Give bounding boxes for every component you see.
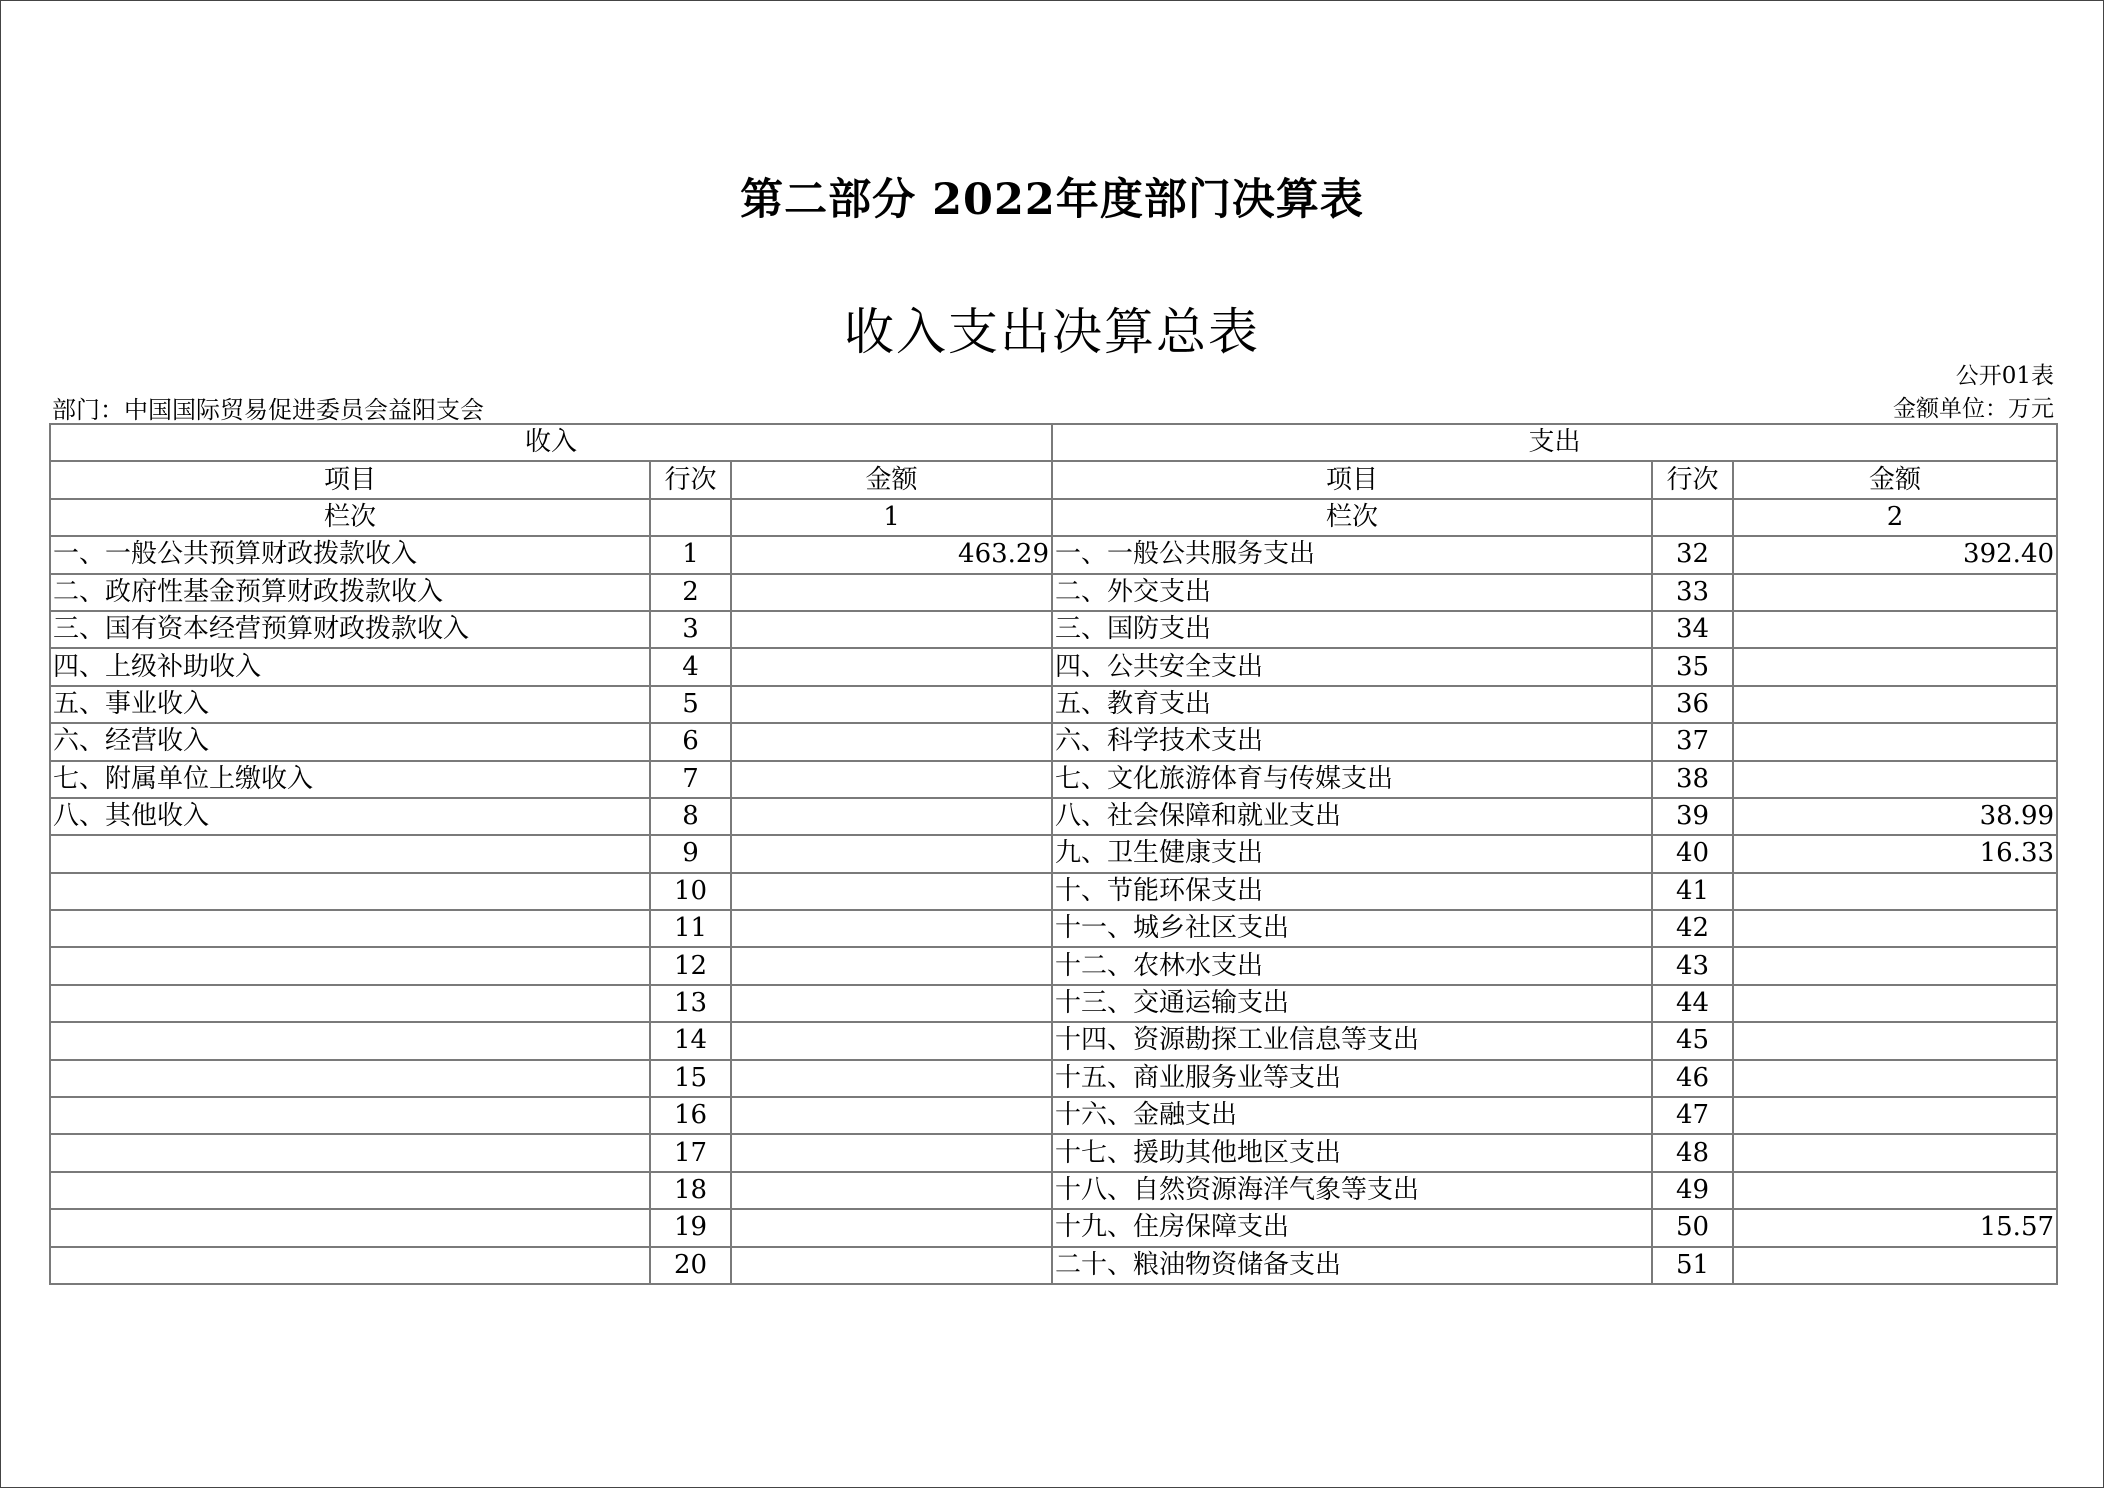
income-amount-cell xyxy=(731,1247,1052,1284)
expense-amount-cell xyxy=(1733,1247,2057,1284)
income-line-header: 行次 xyxy=(650,461,731,498)
expense-line-cell: 33 xyxy=(1652,574,1733,611)
income-item-cell: 三、国有资本经营预算财政拨款收入 xyxy=(50,611,650,648)
table-row xyxy=(50,985,2057,1022)
income-amount-cell xyxy=(731,873,1052,910)
income-line-cell: 9 xyxy=(650,835,731,872)
expense-item-cell: 八、社会保障和就业支出 xyxy=(1052,798,1652,835)
department-line xyxy=(52,390,484,425)
income-item-cell xyxy=(50,1172,650,1209)
expense-item-cell: 十八、自然资源海洋气象等支出 xyxy=(1052,1172,1652,1209)
income-line-cell: 14 xyxy=(650,1022,731,1059)
expense-line-cell: 32 xyxy=(1652,536,1733,573)
income-amount-cell xyxy=(731,761,1052,798)
expense-amount-cell xyxy=(1733,1097,2057,1134)
page-title: 第二部分 2022年度部门决算表 xyxy=(740,175,1364,225)
income-line-cell: 20 xyxy=(650,1247,731,1284)
income-amount-cell xyxy=(731,1060,1052,1097)
table-row xyxy=(50,1022,2057,1059)
income-item-cell: 八、其他收入 xyxy=(50,798,650,835)
income-line-cell: 5 xyxy=(650,686,731,723)
expense-item-cell: 十二、农林水支出 xyxy=(1052,947,1652,984)
income-line-cell: 16 xyxy=(650,1097,731,1134)
table-row xyxy=(50,761,2057,798)
income-line-cell: 8 xyxy=(650,798,731,835)
expense-amount-header: 金额 xyxy=(1733,461,2057,498)
expense-item-cell: 四、公共安全支出 xyxy=(1052,648,1652,685)
income-amount-cell xyxy=(731,1097,1052,1134)
income-amount-cell: 463.29 xyxy=(731,536,1052,573)
column-index-row xyxy=(50,499,2057,536)
income-item-cell xyxy=(50,910,650,947)
expense-item-cell: 九、卫生健康支出 xyxy=(1052,835,1652,872)
income-item-cell xyxy=(50,873,650,910)
table-row xyxy=(50,873,2057,910)
expense-line-cell: 47 xyxy=(1652,1097,1733,1134)
expense-amount-cell xyxy=(1733,723,2057,760)
expense-item-cell: 十七、援助其他地区支出 xyxy=(1052,1134,1652,1171)
income-amount-cell xyxy=(731,686,1052,723)
income-line-cell: 12 xyxy=(650,947,731,984)
expense-amount-cell: 16.33 xyxy=(1733,835,2057,872)
income-item-cell xyxy=(50,1209,650,1246)
table-title: 收入支出决算总表 xyxy=(844,303,1260,361)
income-amount-cell xyxy=(731,1022,1052,1059)
unit-label: 金额单位：万元 xyxy=(1893,396,2054,422)
expense-item-cell: 十一、城乡社区支出 xyxy=(1052,910,1652,947)
expense-amount-cell xyxy=(1733,1134,2057,1171)
table-row xyxy=(50,1134,2057,1171)
expense-item-cell: 二十、粮油物资储备支出 xyxy=(1052,1247,1652,1284)
expense-item-cell: 七、文化旅游体育与传媒支出 xyxy=(1052,761,1652,798)
column-header-row xyxy=(50,461,2057,498)
expense-item-header: 项目 xyxy=(1052,461,1652,498)
table-row xyxy=(50,686,2057,723)
expense-item-cell: 十四、资源勘探工业信息等支出 xyxy=(1052,1022,1652,1059)
expense-index-line xyxy=(1652,499,1733,536)
income-amount-cell xyxy=(731,947,1052,984)
income-line-cell: 18 xyxy=(650,1172,731,1209)
income-line-cell: 17 xyxy=(650,1134,731,1171)
income-line-cell: 13 xyxy=(650,985,731,1022)
income-line-cell: 6 xyxy=(650,723,731,760)
expense-line-cell: 49 xyxy=(1652,1172,1733,1209)
table-row xyxy=(50,835,2057,872)
expense-item-cell: 十六、金融支出 xyxy=(1052,1097,1652,1134)
expense-item-cell: 五、教育支出 xyxy=(1052,686,1652,723)
expense-item-cell: 三、国防支出 xyxy=(1052,611,1652,648)
expense-amount-cell xyxy=(1733,686,2057,723)
income-index-line xyxy=(650,499,731,536)
table-row xyxy=(50,611,2057,648)
income-header: 收入 xyxy=(50,424,1052,461)
income-item-cell xyxy=(50,1247,650,1284)
income-item-cell: 六、经营收入 xyxy=(50,723,650,760)
income-amount-cell xyxy=(731,1172,1052,1209)
expense-line-cell: 42 xyxy=(1652,910,1733,947)
income-item-cell: 五、事业收入 xyxy=(50,686,650,723)
expense-amount-cell: 15.57 xyxy=(1733,1209,2057,1246)
income-item-cell xyxy=(50,1097,650,1134)
expense-line-cell: 51 xyxy=(1652,1247,1733,1284)
table-row xyxy=(50,1247,2057,1284)
expense-line-cell: 48 xyxy=(1652,1134,1733,1171)
expense-index-number: 2 xyxy=(1733,499,2057,536)
expense-item-cell: 十、节能环保支出 xyxy=(1052,873,1652,910)
table-row xyxy=(50,648,2057,685)
department-label: 部门： xyxy=(52,396,124,424)
income-item-cell xyxy=(50,835,650,872)
income-item-cell xyxy=(50,1060,650,1097)
expense-amount-cell xyxy=(1733,985,2057,1022)
income-item-cell: 七、附属单位上缴收入 xyxy=(50,761,650,798)
table-row xyxy=(50,536,2057,573)
expense-line-cell: 34 xyxy=(1652,611,1733,648)
income-item-cell xyxy=(50,1022,650,1059)
income-index-label: 栏次 xyxy=(50,499,650,536)
table-row xyxy=(50,947,2057,984)
form-code: 公开01表 xyxy=(1955,363,2054,389)
expense-line-cell: 40 xyxy=(1652,835,1733,872)
income-amount-cell xyxy=(731,835,1052,872)
expense-line-cell: 45 xyxy=(1652,1022,1733,1059)
expense-line-cell: 43 xyxy=(1652,947,1733,984)
income-line-cell: 19 xyxy=(650,1209,731,1246)
income-amount-cell xyxy=(731,798,1052,835)
expense-amount-cell xyxy=(1733,1022,2057,1059)
income-amount-cell xyxy=(731,985,1052,1022)
department-name: 中国国际贸易促进委员会益阳支会 xyxy=(124,396,484,424)
expense-item-cell: 六、科学技术支出 xyxy=(1052,723,1652,760)
income-amount-cell xyxy=(731,1209,1052,1246)
income-item-header: 项目 xyxy=(50,461,650,498)
section-header-row xyxy=(50,424,2057,461)
expense-index-label: 栏次 xyxy=(1052,499,1652,536)
expense-amount-cell xyxy=(1733,1060,2057,1097)
expense-item-cell: 十三、交通运输支出 xyxy=(1052,985,1652,1022)
income-item-cell xyxy=(50,947,650,984)
expense-line-cell: 37 xyxy=(1652,723,1733,760)
expense-item-cell: 二、外交支出 xyxy=(1052,574,1652,611)
expense-amount-cell xyxy=(1733,910,2057,947)
expense-line-header: 行次 xyxy=(1652,461,1733,498)
income-amount-cell xyxy=(731,648,1052,685)
expense-item-cell: 十五、商业服务业等支出 xyxy=(1052,1060,1652,1097)
income-amount-cell xyxy=(731,611,1052,648)
income-line-cell: 1 xyxy=(650,536,731,573)
income-amount-cell xyxy=(731,1134,1052,1171)
expense-line-cell: 50 xyxy=(1652,1209,1733,1246)
income-amount-cell xyxy=(731,574,1052,611)
income-line-cell: 4 xyxy=(650,648,731,685)
income-expense-table xyxy=(49,423,2058,1285)
expense-amount-cell xyxy=(1733,761,2057,798)
expense-item-cell: 一、一般公共服务支出 xyxy=(1052,536,1652,573)
expense-line-cell: 38 xyxy=(1652,761,1733,798)
expense-line-cell: 41 xyxy=(1652,873,1733,910)
expense-amount-cell xyxy=(1733,648,2057,685)
table-row xyxy=(50,574,2057,611)
table-row xyxy=(50,1060,2057,1097)
income-amount-cell xyxy=(731,910,1052,947)
expense-line-cell: 36 xyxy=(1652,686,1733,723)
expense-item-cell: 十九、住房保障支出 xyxy=(1052,1209,1652,1246)
expense-amount-cell xyxy=(1733,947,2057,984)
expense-amount-cell xyxy=(1733,873,2057,910)
income-item-cell: 一、一般公共预算财政拨款收入 xyxy=(50,536,650,573)
income-line-cell: 3 xyxy=(650,611,731,648)
expense-header: 支出 xyxy=(1052,424,2057,461)
expense-amount-cell xyxy=(1733,1172,2057,1209)
expense-line-cell: 46 xyxy=(1652,1060,1733,1097)
income-item-cell: 二、政府性基金预算财政拨款收入 xyxy=(50,574,650,611)
expense-line-cell: 44 xyxy=(1652,985,1733,1022)
income-line-cell: 11 xyxy=(650,910,731,947)
income-amount-header: 金额 xyxy=(731,461,1052,498)
income-amount-cell xyxy=(731,723,1052,760)
income-line-cell: 10 xyxy=(650,873,731,910)
table-row xyxy=(50,723,2057,760)
income-line-cell: 15 xyxy=(650,1060,731,1097)
table-row xyxy=(50,1097,2057,1134)
income-index-number: 1 xyxy=(731,499,1052,536)
table-row xyxy=(50,1209,2057,1246)
expense-amount-cell: 392.40 xyxy=(1733,536,2057,573)
income-item-cell: 四、上级补助收入 xyxy=(50,648,650,685)
income-item-cell xyxy=(50,1134,650,1171)
expense-amount-cell xyxy=(1733,574,2057,611)
expense-line-cell: 35 xyxy=(1652,648,1733,685)
table-row xyxy=(50,1172,2057,1209)
expense-amount-cell xyxy=(1733,611,2057,648)
table-row xyxy=(50,798,2057,835)
income-line-cell: 7 xyxy=(650,761,731,798)
income-line-cell: 2 xyxy=(650,574,731,611)
expense-line-cell: 39 xyxy=(1652,798,1733,835)
expense-amount-cell: 38.99 xyxy=(1733,798,2057,835)
income-item-cell xyxy=(50,985,650,1022)
table-row xyxy=(50,910,2057,947)
